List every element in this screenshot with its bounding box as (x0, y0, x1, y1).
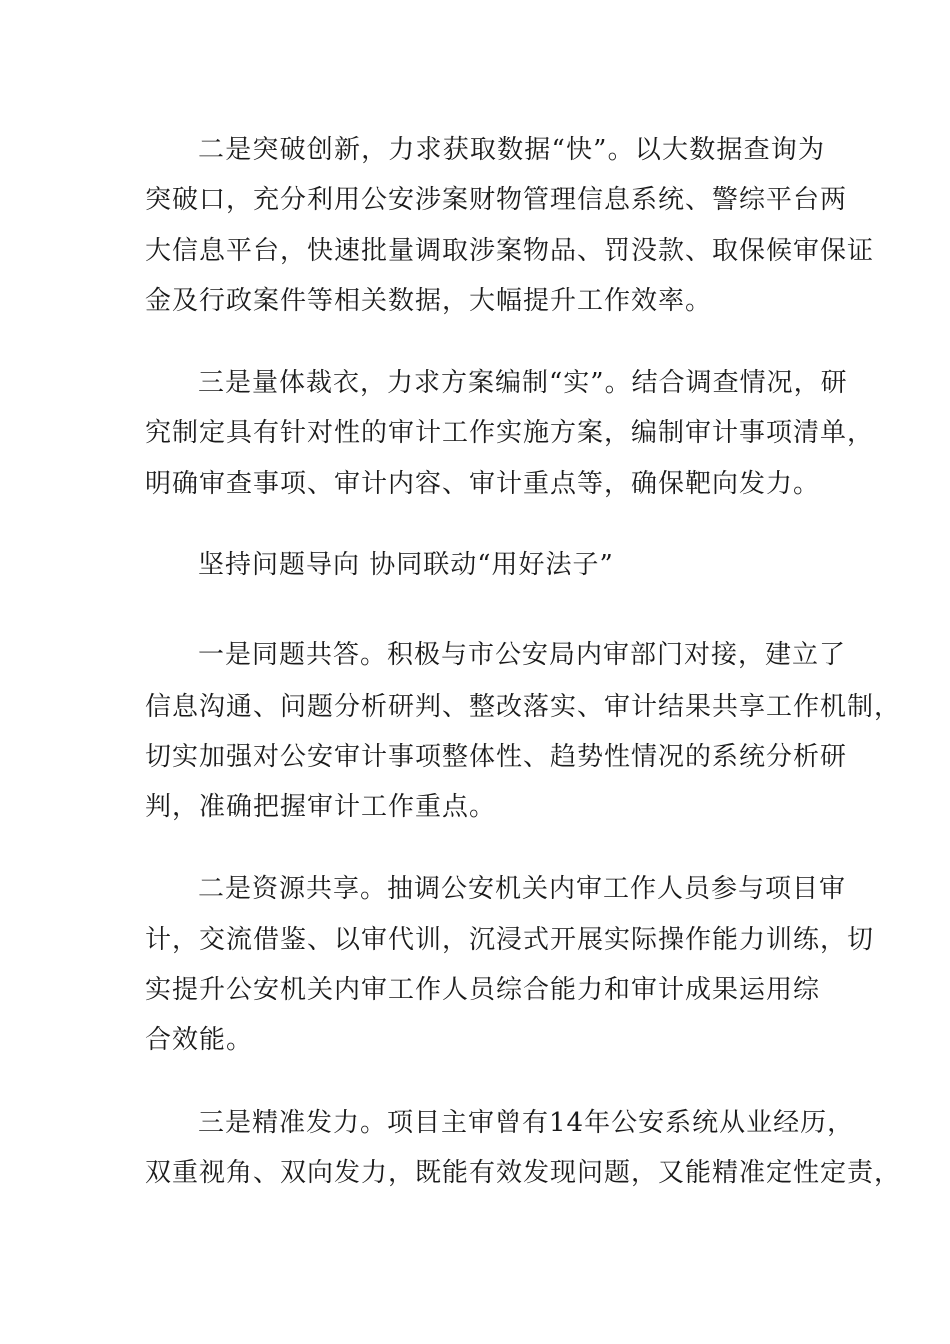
paragraph-line: 二是突破创新，力求获取数据“快”。以大数据查询为 (198, 135, 825, 165)
paragraph-line: 合效能。 (145, 1025, 254, 1055)
paragraph-line: 切实加强对公安审计事项整体性、趋势性情况的系统分析研 (145, 742, 848, 772)
paragraph-line: 二是资源共享。抽调公安机关内审工作人员参与项目审 (198, 874, 847, 904)
paragraph-line: 明确审查事项、审计内容、审计重点等，确保靶向发力。 (145, 469, 821, 499)
paragraph-line: 实提升公安机关内审工作人员综合能力和审计成果运用综 (145, 975, 821, 1005)
paragraph-line: 双重视角、双向发力，既能有效发现问题，又能精准定性定责， (145, 1158, 902, 1188)
paragraph-line: 大信息平台，快速批量调取涉案物品、罚没款、取保候审保证 (145, 236, 875, 266)
paragraph-line: 信息沟通、问题分析研判、整改落实、审计结果共享工作机制， (145, 692, 902, 722)
paragraph-line: 三是精准发力。项目主审曾有14年公安系统从业经历， (198, 1108, 855, 1138)
paragraph-line: 计，交流借鉴、以审代训，沉浸式开展实际操作能力训练，切 (145, 925, 875, 955)
paragraph-line: 三是量体裁衣，力求方案编制“实”。结合调查情况，研 (198, 368, 848, 398)
section-heading: 坚持问题导向 协同联动“用好法子” (198, 550, 614, 580)
paragraph-line: 判，准确把握审计工作重点。 (145, 792, 497, 822)
paragraph-line: 一是同题共答。积极与市公安局内审部门对接，建立了 (198, 640, 847, 670)
paragraph-line: 究制定具有针对性的审计工作实施方案，编制审计事项清单， (145, 418, 875, 448)
paragraph-line: 突破口，充分利用公安涉案财物管理信息系统、警综平台两 (145, 185, 848, 215)
paragraph-line: 金及行政案件等相关数据，大幅提升工作效率。 (145, 286, 713, 316)
